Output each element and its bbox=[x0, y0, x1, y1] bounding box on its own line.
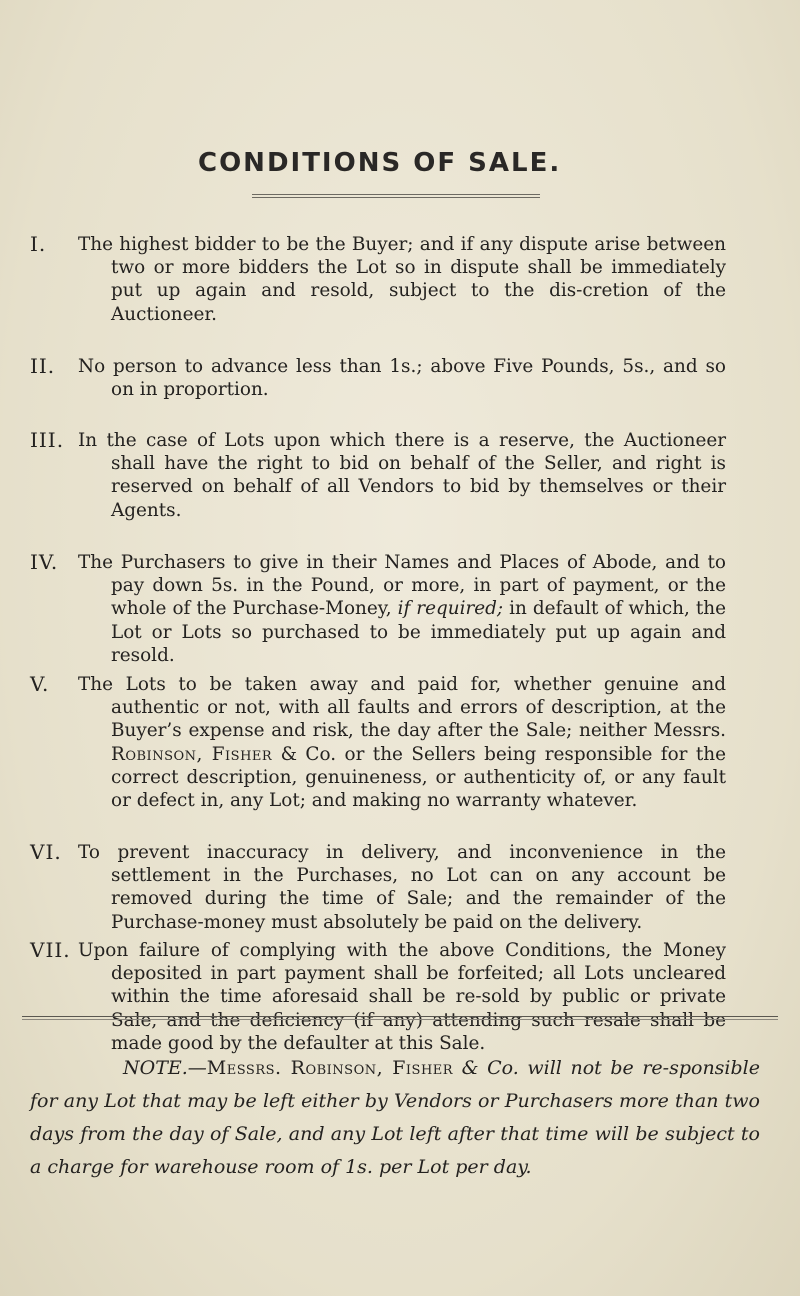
condition-text bbox=[78, 551, 726, 667]
condition-text: No person to advance less than 1s.; above Five Pounds, 5s., and so on in proportion. bbox=[78, 356, 726, 401]
condition-text: To prevent inaccuracy in delivery, and inconvenience in the settlement in the Purchases, no Lot can on any account be removed during the time of Sale; and the remainder of the Purchase-money must absolutely be paid on the delivery. bbox=[78, 842, 726, 933]
condition-number: V. bbox=[30, 672, 50, 696]
note-paragraph bbox=[30, 1052, 760, 1184]
condition-number: I. bbox=[30, 232, 47, 256]
note-label: NOTE. bbox=[123, 1057, 188, 1079]
condition-text: In the case of Lots upon which there is a reserve, the Auctioneer shall have the right to bid on behalf of the Seller, and right is reserved on behalf of all Vendors to bid by themselves or their Agents. bbox=[78, 430, 726, 521]
title-divider bbox=[252, 194, 540, 198]
condition-number: VI. bbox=[30, 840, 62, 864]
firm-name: Messrs. Robinson, Fisher bbox=[206, 1057, 454, 1079]
condition-number: VII. bbox=[30, 938, 71, 962]
condition-text-part: The Purchasers to give in their Names and Places of Abode, and to pay down 5s. in the Pound, or more, in part of payment, or the whole of the Purchase-Money, bbox=[78, 552, 726, 620]
condition-text: The highest bidder to be the Buyer; and if any dispute arise between two or more bidders the Lot so in dispute shall be immediately put up again and resold, subject to the dis-cretion of the Auctioneer. bbox=[78, 234, 726, 325]
condition-text-part: in default of which, the Lot or Lots so purchased to be immediately put up again and resold. bbox=[111, 598, 726, 666]
condition-text-part: & Co. or the Sellers being responsible for the correct description, genuineness, or authenticity of, or any fault or defect in, any Lot; and making no warranty whatever. bbox=[111, 743, 726, 812]
note-dash: — bbox=[187, 1057, 207, 1079]
condition-number: II. bbox=[30, 354, 56, 378]
condition-text-italic: if required; bbox=[397, 598, 504, 620]
page-title: CONDITIONS OF SALE. bbox=[198, 148, 562, 178]
note-divider bbox=[22, 1016, 778, 1020]
condition-text: Upon failure of complying with the above Conditions, the Money deposited in part payment shall be forfeited; all Lots uncleared within the time aforesaid shall be re-sold by public or private Sale, and the deficiency (if any) attending such resale shall be made good by the defaulter at this Sale. bbox=[78, 940, 726, 1054]
firm-name: Robinson, Fisher bbox=[111, 743, 273, 765]
condition-number: IV. bbox=[30, 550, 59, 574]
note-text: & Co. will not be re-sponsible for any Lot that may be left either by Vendors or Purchasers more than two days from the day of Sale, and any Lot left after that time will be subject to a charge for warehouse room of 1s. per Lot per day. bbox=[30, 1057, 760, 1178]
condition-text-part: The Lots to be taken away and paid for, whether genuine and authentic or not, with all faults and errors of description, at the Buyer’s expense and risk, the day after the Sale; neither Messrs. bbox=[78, 674, 726, 742]
condition-text bbox=[78, 673, 726, 812]
condition-number: III. bbox=[30, 428, 65, 452]
